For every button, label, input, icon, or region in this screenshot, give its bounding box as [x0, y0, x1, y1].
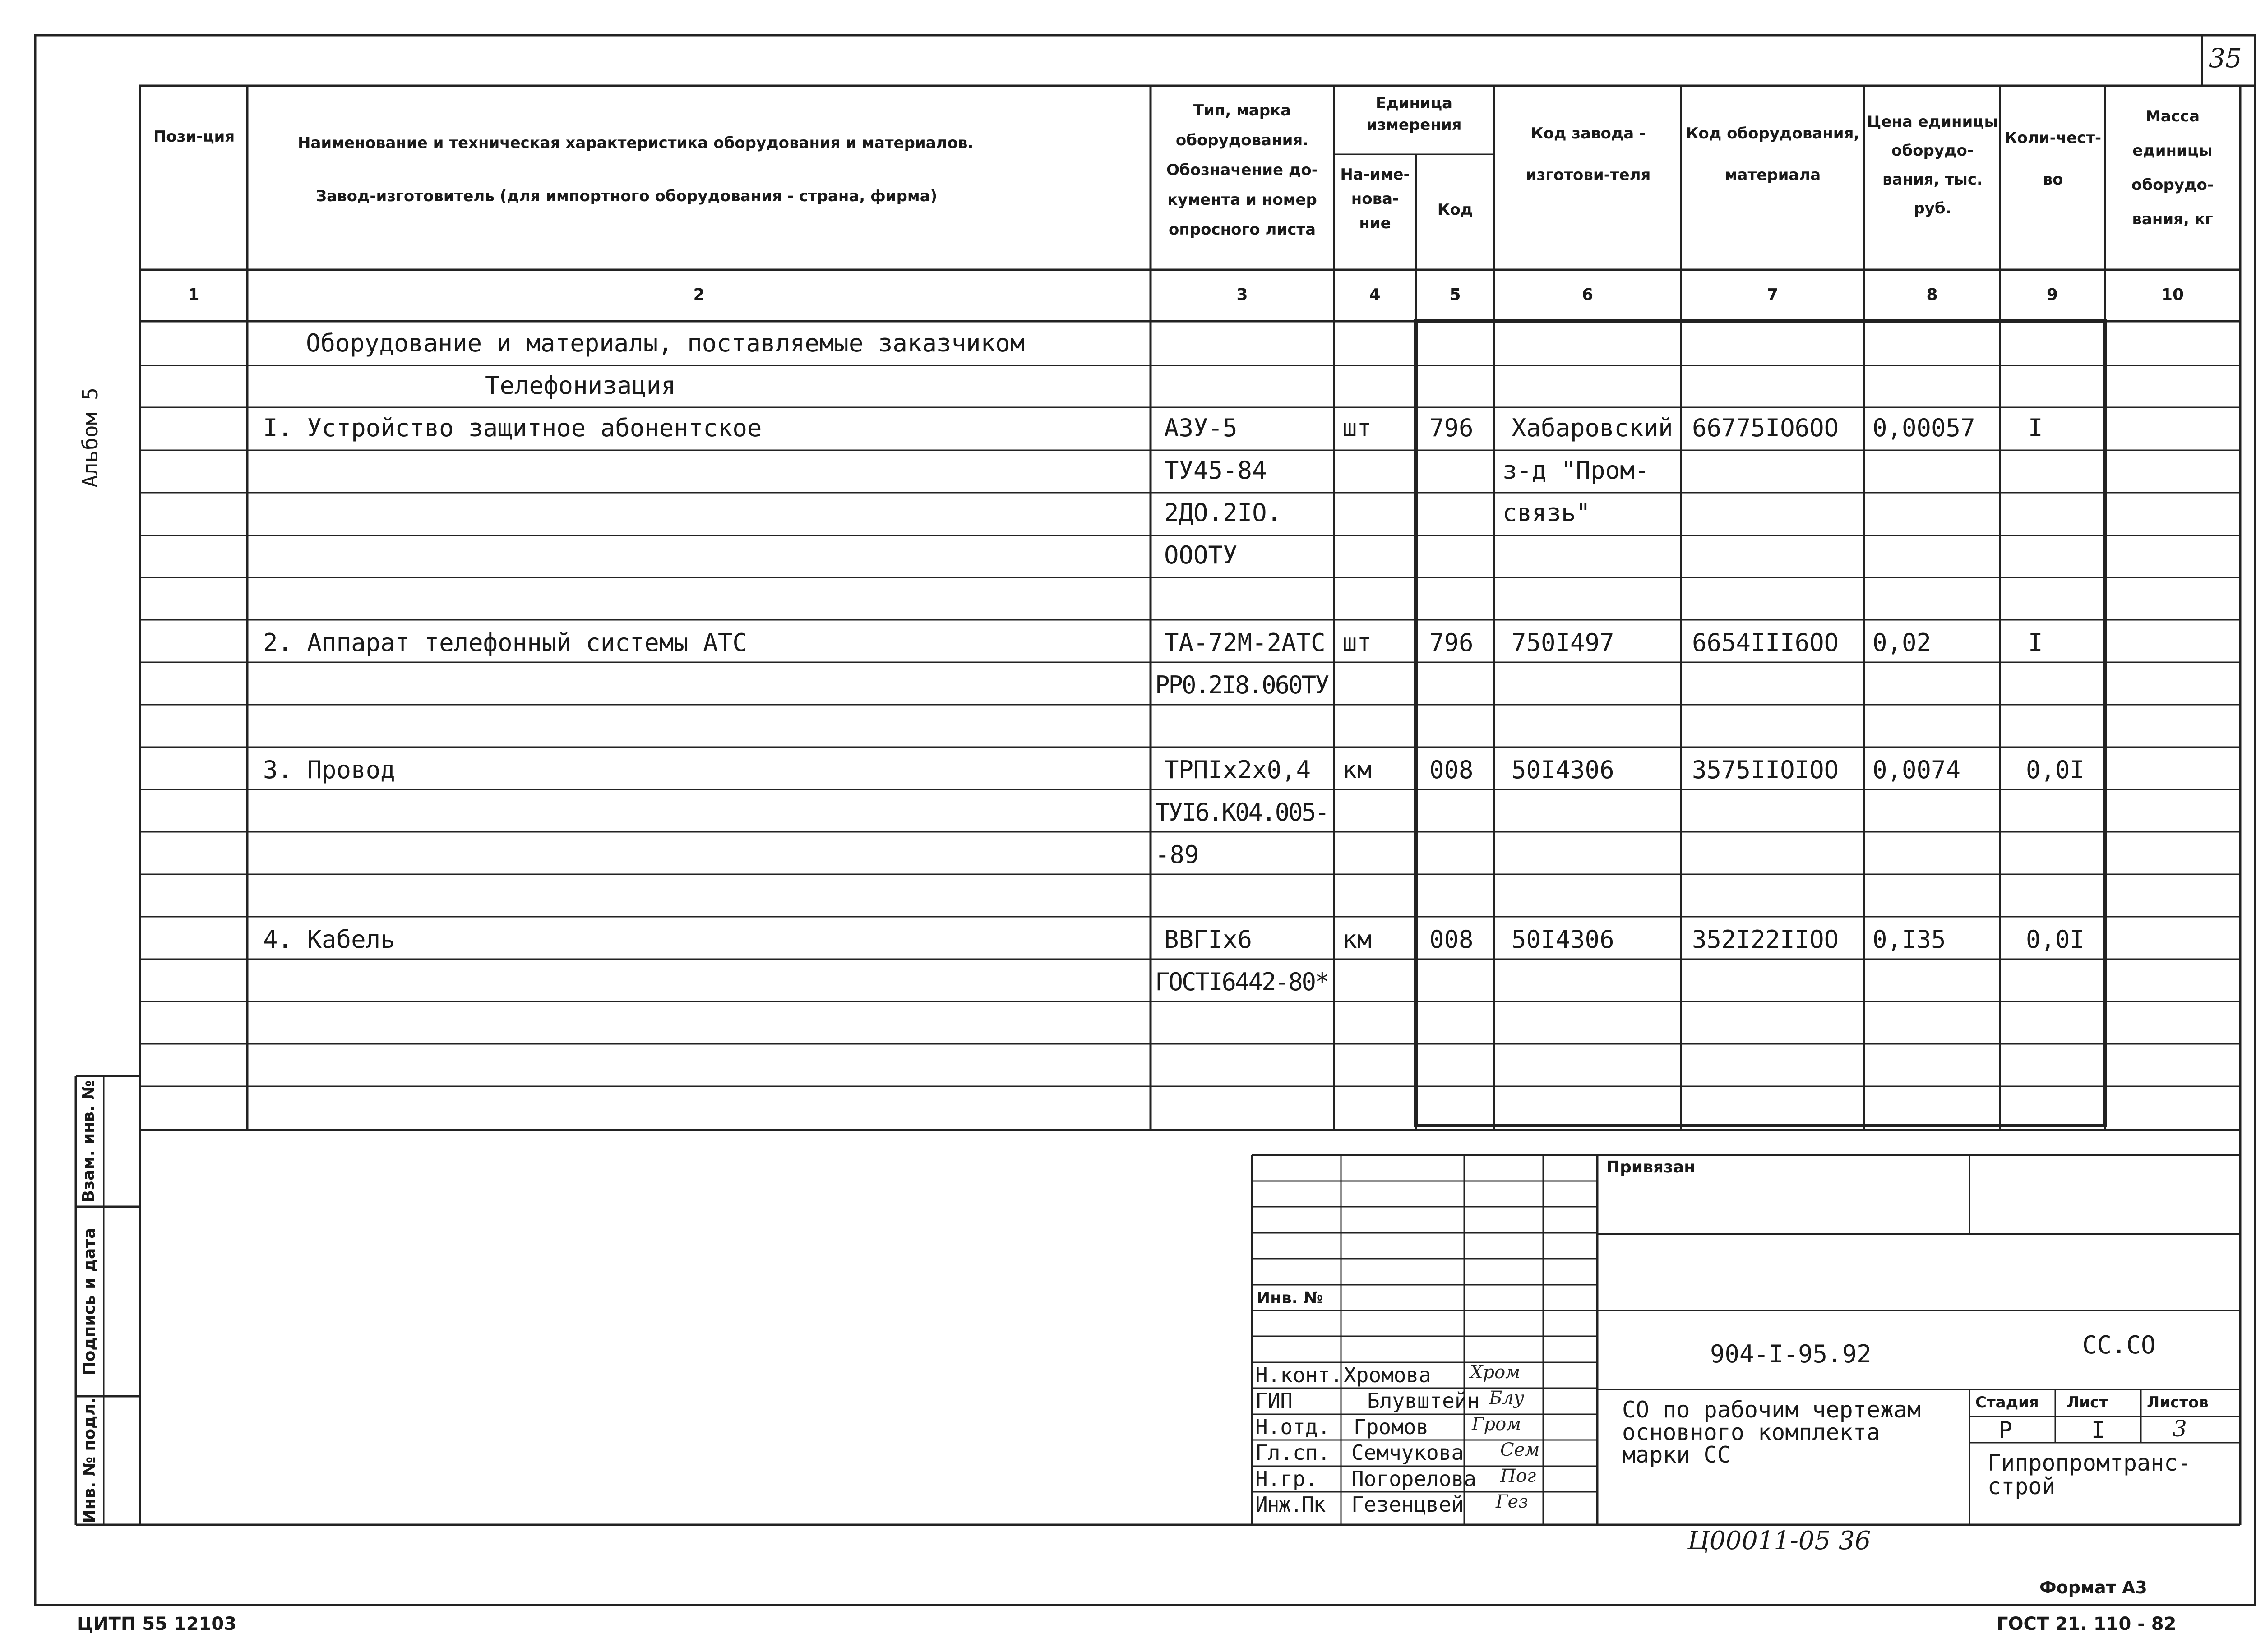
item-unit-code: 796	[1429, 628, 1474, 657]
item-type: ТА-72М-2АТС	[1164, 628, 1326, 657]
header-mass: Масса единицы оборудо-вания, кг	[2131, 107, 2214, 228]
item-factory: з-д "Пром-	[1502, 456, 1650, 485]
footer-gost: ГОСТ 21. 110 - 82	[1997, 1614, 2177, 1634]
subsection-title: Телефонизация	[485, 371, 676, 400]
item-type: ГОСТI6442-80*	[1155, 968, 1328, 996]
staff-role: Инж.Пк	[1255, 1492, 1325, 1517]
item-type: АЗУ-5	[1164, 414, 1238, 442]
header-price: Цена единицы оборудо-вания, тыс. руб.	[1867, 113, 1998, 217]
item-quantity: I	[2028, 628, 2043, 657]
title-sheets: 3	[2173, 1416, 2187, 1442]
item-equipment-code: 6654III6OO	[1692, 628, 1839, 657]
item-unit-code: 008	[1429, 925, 1474, 954]
item-type: ТУI6.К04.005-	[1155, 798, 1328, 826]
column-number: 4	[1369, 286, 1381, 304]
item-quantity: 0,0I	[2026, 756, 2085, 784]
item-equipment-code: 3575IIOIOO	[1692, 756, 1839, 784]
column-number: 5	[1449, 286, 1461, 304]
header-quantity: Коли-чест-во	[2004, 129, 2102, 189]
title-inv-no: Инв. №	[1257, 1289, 1323, 1307]
item-equipment-code: 352I22IIOO	[1692, 925, 1839, 954]
column-number: 1	[188, 286, 199, 304]
title-sheet: I	[2091, 1417, 2105, 1443]
column-number: 3	[1236, 286, 1248, 304]
item-price: 0,0074	[1872, 756, 1961, 784]
item-factory: связь"	[1502, 498, 1591, 527]
column-number: 2	[693, 286, 705, 304]
item-name: 2. Аппарат телефонный системы АТС	[263, 628, 747, 657]
staff-signature: Пог	[1500, 1466, 1536, 1486]
item-price: 0,00057	[1872, 414, 1975, 442]
header-factory-code: Код завода - изготови-теля	[1526, 125, 1651, 184]
handwritten-number: Ц00011-05 36	[1687, 1526, 1871, 1555]
item-unit-code: 796	[1429, 414, 1474, 442]
item-unit: км	[1342, 925, 1372, 954]
header-name-line2: Завод-изготовитель (для импортного оборудования - страна, фирма)	[316, 187, 938, 205]
header-unit-code: Код	[1437, 201, 1473, 219]
title-org: строй	[1988, 1473, 2056, 1500]
item-type: -89	[1155, 840, 1199, 869]
title-description: СО по рабочим чертежам	[1622, 1397, 1921, 1423]
title-mark: СС.СО	[2082, 1331, 2156, 1359]
item-unit: шт	[1342, 628, 1372, 657]
item-type: 2ДО.2IO.	[1164, 498, 1282, 527]
album-label: Альбом 5	[78, 388, 102, 488]
item-type: OOOТУ	[1164, 541, 1238, 569]
item-factory: 750I497	[1512, 628, 1614, 657]
item-factory: 50I4306	[1512, 925, 1614, 954]
title-doc-code: 904-I-95.92	[1710, 1340, 1872, 1368]
header-position: Пози-ция	[153, 128, 235, 146]
item-unit: км	[1342, 756, 1372, 784]
item-equipment-code: 66775IO6OO	[1692, 414, 1839, 442]
title-stage-label: Стадия	[1975, 1394, 2039, 1412]
staff-role: Н.гр.	[1255, 1467, 1318, 1491]
column-number: 8	[1926, 286, 1938, 304]
column-number: 6	[1581, 286, 1594, 304]
header-type: Тип, марка оборудования. Обозначение до-кумента и номер опросного листа	[1166, 102, 1318, 239]
stamp-original-inv: Инв. № подл.	[80, 1397, 99, 1523]
title-sheet-label: Лист	[2066, 1394, 2108, 1412]
title-stage: Р	[1999, 1417, 2013, 1443]
staff-signature: Блу	[1489, 1388, 1525, 1408]
stamp-replaced-inv: Взам. инв. №	[79, 1080, 98, 1203]
staff-role: Гл.сп.	[1255, 1440, 1331, 1465]
title-sheets-label: Листов	[2147, 1394, 2209, 1412]
item-factory: Хабаровский	[1512, 414, 1673, 442]
column-number: 7	[1766, 286, 1779, 304]
staff-role: ГИП	[1255, 1389, 1293, 1413]
item-price: 0,02	[1872, 628, 1932, 657]
item-name: 3. Провод	[263, 756, 395, 784]
title-org: Гипропромтранс-	[1988, 1450, 2191, 1476]
staff-name: Семчукова	[1351, 1440, 1464, 1465]
title-description: основного комплекта	[1622, 1419, 1880, 1445]
item-type: ТУ45-84	[1164, 456, 1267, 485]
staff-name: Громов	[1354, 1415, 1429, 1439]
item-unit: шт	[1342, 414, 1372, 442]
header-equipment-code: Код оборудования, материала	[1686, 125, 1860, 184]
staff-signature: Сем	[1500, 1440, 1540, 1460]
item-quantity: 0,0I	[2026, 925, 2085, 954]
staff-name: Гезенцвей	[1351, 1492, 1464, 1517]
header-name-line1: Наименование и техническая характеристика оборудования и материалов.	[298, 134, 974, 152]
format-label: Формат А3	[2039, 1578, 2147, 1597]
staff-name: Хромова	[1344, 1363, 1431, 1387]
column-number: 9	[2046, 286, 2058, 304]
staff-name: Погорелова	[1351, 1467, 1476, 1491]
item-factory: 50I4306	[1512, 756, 1614, 784]
title-description: марки СС	[1622, 1442, 1731, 1468]
staff-role: Н.конт.	[1255, 1363, 1343, 1387]
staff-signature: Хром	[1470, 1362, 1521, 1383]
staff-signature: Гез	[1496, 1491, 1528, 1512]
header-unit-name: На-име-нова-ние	[1340, 166, 1410, 232]
header-unit: Единица измерения	[1366, 94, 1462, 134]
item-unit-code: 008	[1429, 756, 1474, 784]
stamp-signature-date: Подпись и дата	[80, 1227, 99, 1375]
title-privyazan: Привязан	[1606, 1158, 1696, 1177]
footer-left-code: ЦИТП 55 12103	[77, 1614, 237, 1634]
item-type: ТРПIх2х0,4	[1164, 756, 1311, 784]
section-title: Оборудование и материалы, поставляемые заказчиком	[306, 329, 1025, 357]
item-type: ВВГIх6	[1164, 925, 1253, 954]
item-name: 4. Кабель	[263, 925, 395, 954]
staff-role: Н.отд.	[1255, 1415, 1331, 1439]
item-price: 0,I35	[1872, 925, 1946, 954]
sheet-corner-number: 35	[2209, 43, 2242, 74]
item-quantity: I	[2028, 414, 2043, 442]
staff-name: Блувштейн	[1367, 1389, 1480, 1413]
staff-signature: Гром	[1472, 1414, 1521, 1435]
column-number: 10	[2161, 286, 2184, 304]
item-name: I. Устройство защитное абонентское	[263, 414, 762, 442]
item-type: РР0.2I8.060ТУ	[1155, 671, 1328, 699]
